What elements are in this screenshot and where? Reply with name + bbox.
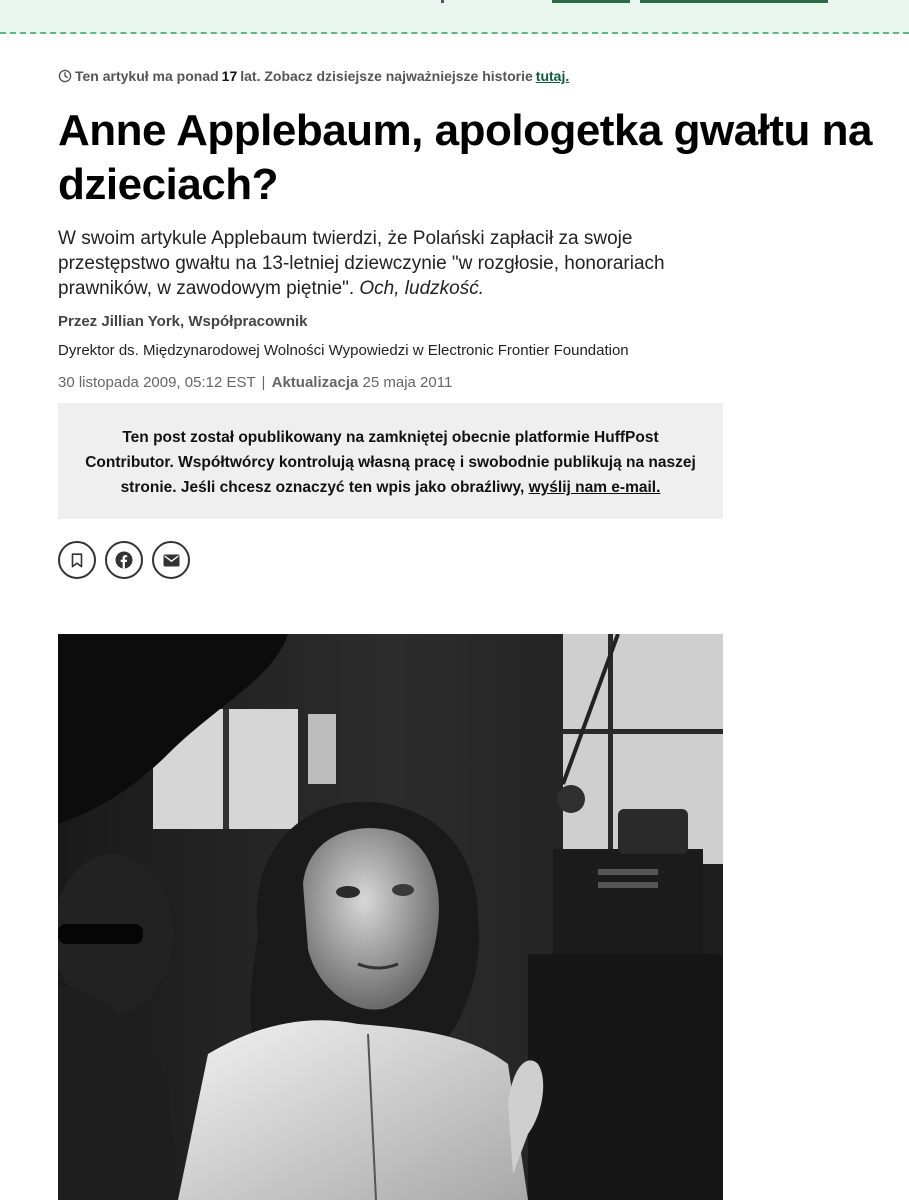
notice-suffix: lat. Zobacz dzisiejsze najważniejsze historie (240, 68, 533, 84)
subheadline (58, 226, 698, 301)
updated-date: 25 maja 2011 (362, 374, 453, 391)
top-banner (0, 0, 909, 34)
facebook-share-button[interactable] (105, 541, 143, 579)
subheadline-text: W swoim artykule Applebaum twierdzi, że Polański zapłacił za swoje przestępstwo gwałtu na 13-letniej dziewczynie "w rozgłosie, honorariach prawników, w zawodowym piętnie". (58, 228, 665, 299)
author-title: Dyrektor ds. Międzynarodowej Wolności Wypowiedzi w Electronic Frontier Foundation (58, 342, 629, 359)
published-date: 30 listopada 2009, 05:12 EST (58, 374, 256, 391)
timestamp-separator: | (261, 374, 266, 391)
hero-photo (58, 634, 723, 1200)
page-title: Anne Applebaum, apologetka gwałtu na dzieciach? (58, 106, 873, 209)
share-bar (58, 541, 190, 579)
archive-notice (58, 68, 569, 84)
email-share-button[interactable] (152, 541, 190, 579)
clock-icon (58, 69, 72, 83)
facebook-icon (115, 551, 133, 569)
byline[interactable]: Przez Jillian York, Współpracownik (58, 313, 308, 330)
hero-image (58, 634, 723, 1200)
notice-years: 17 (221, 68, 238, 84)
updated-label: Aktualizacja (271, 374, 359, 391)
banner-link-2[interactable] (640, 0, 828, 3)
banner-divider (441, 0, 444, 3)
banner-link-1[interactable] (552, 0, 630, 3)
timestamp (58, 374, 452, 391)
contributor-notice-text: Ten post został opublikowany na zamkniętej obecnie platformie HuffPost Contributor. Współtwórcy kontrolują własną pracę i swobodnie publikują na naszej stronie. Jeśli chcesz oznaczyć ten wpis jako obraźliwy, (85, 429, 696, 496)
bookmark-icon (71, 553, 83, 568)
bookmark-button[interactable] (58, 541, 96, 579)
notice-link[interactable]: tutaj. (535, 68, 570, 84)
report-email-link[interactable]: wyślij nam e-mail. (528, 479, 661, 496)
notice-prefix: Ten artykuł ma ponad (75, 68, 219, 84)
email-icon (163, 554, 180, 567)
contributor-notice (58, 403, 723, 519)
subheadline-italic: Och, ludzkość. (359, 278, 484, 299)
